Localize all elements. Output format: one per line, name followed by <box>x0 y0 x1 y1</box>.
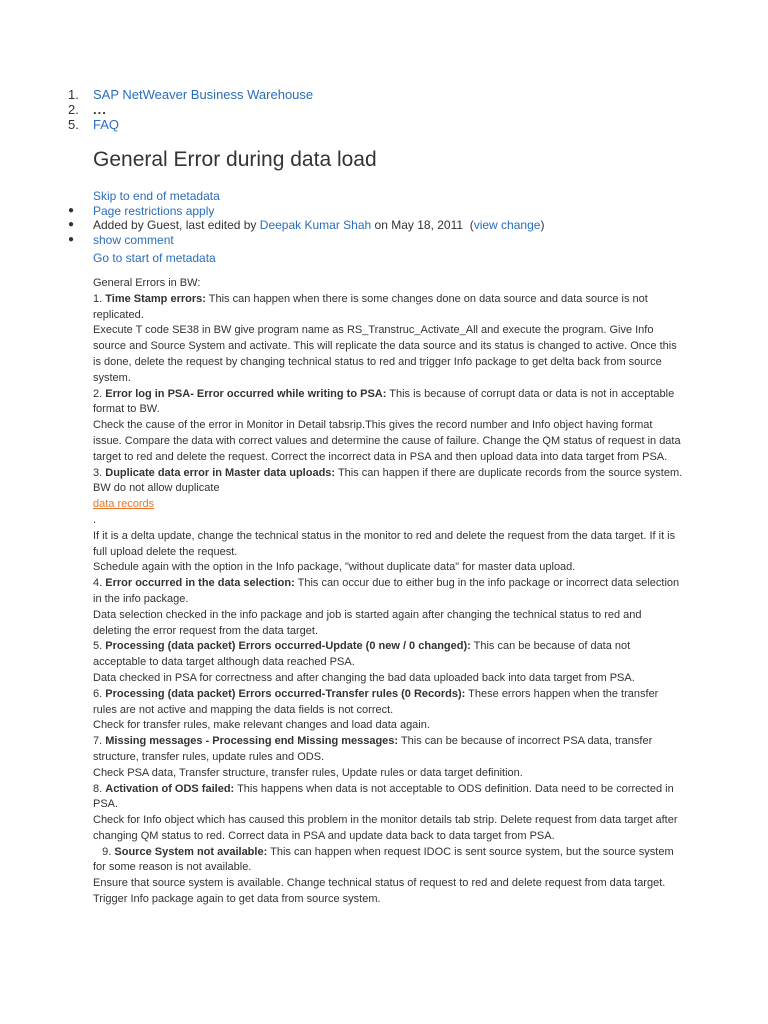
error-9-fix-2: Trigger Info package again to get data from source system. <box>93 893 381 906</box>
breadcrumb-item-sap-netweaver <box>68 87 313 102</box>
list-number: 5. <box>68 117 79 132</box>
error-6-fix: Check for transfer rules, make relevant changes and load data again. <box>93 719 430 732</box>
error-7-fix: Check PSA data, Transfer structure, transfer rules, Update rules or data target definition. <box>93 766 523 779</box>
show-comment-link[interactable]: show comment <box>93 232 174 247</box>
paren-open: ( <box>469 218 474 232</box>
error-5-title: Processing (data packet) Errors occurred-Update (0 new / 0 changed): <box>105 640 471 653</box>
error-2: 2. Error log in PSA- Error occurred while writing to PSA: This is because of corrupt data or data is not in acceptable format to BW. <box>93 387 675 416</box>
error-3-dot: . <box>93 513 97 526</box>
error-8-fix: Check for Info object which has caused this problem in the monitor details tab strip. Delete request from data target after changing QM status to red. Correct data in PSA and update data back to data target from PSA. <box>93 814 678 842</box>
breadcrumb-item-ellipsis <box>68 102 313 117</box>
metadata-author-row <box>68 218 688 233</box>
error-8: 8. Activation of ODS failed: This happens when data is not acceptable to ODS definition. Data need to be corrected in PSA. <box>93 782 674 811</box>
page-restrictions-link[interactable]: Page restrictions apply <box>93 203 215 218</box>
error-1: 1. Time Stamp errors: This can happen when there is some changes done on data source and data source is not replicated. <box>93 292 648 321</box>
error-7-title: Missing messages - Processing end Missing messages: <box>105 735 399 748</box>
error-6: 6. Processing (data packet) Errors occurred-Transfer rules (0 Records): These errors happen when the transfer rules are not active and mapping the data fields is not correct. <box>93 687 659 716</box>
editor-link[interactable]: Deepak Kumar Shah <box>259 218 372 232</box>
error-3-fix-2: Schedule again with the option in the Info package, "without duplicate data" for master data upload. <box>93 561 576 574</box>
error-3: 3. Duplicate data error in Master data uploads: This can happen if there are duplicate records from the source system. BW do not allow duplicate <box>93 466 683 495</box>
metadata-comment-row <box>68 233 688 248</box>
error-7: 7. Missing messages - Processing end Missing messages: This can be because of incorrect PSA data, transfer structure, transfer rules, update rules and ODS. <box>93 735 653 763</box>
error-4-title: Error occurred in the data selection: <box>105 577 295 590</box>
metadata-restrictions-row <box>68 204 688 219</box>
error-9: 9. Source System not available: This can happen when request IDOC is sent source system, but the source system for some reason is not available. <box>93 845 674 874</box>
error-1-fix: Execute T code SE38 in BW give program name as RS_Transtruc_Activate_All and execute the program. Give Info source and Source System and activate. This will replicate the data source and its status is changed to active. Once this is done, delete the request by changing technical status to red and trigger Info package to get delta back from source system. <box>93 324 677 384</box>
breadcrumb-ellipsis[interactable]: ... <box>93 102 107 117</box>
error-6-title: Processing (data packet) Errors occurred-Transfer rules (0 Records): <box>105 687 466 700</box>
bullet-icon: ● <box>68 219 75 230</box>
go-to-start-link[interactable]: Go to start of metadata <box>93 251 216 265</box>
error-1-title: Time Stamp errors: <box>105 292 206 305</box>
page-title: General Error during data load <box>93 148 377 171</box>
article-intro: General Errors in BW: <box>93 277 201 289</box>
metadata-skip-row <box>68 189 688 204</box>
data-records-link[interactable]: data records <box>93 498 155 511</box>
error-2-title: Error log in PSA- Error occurred while writing to PSA: <box>105 387 387 400</box>
breadcrumb-link-sap-netweaver[interactable]: SAP NetWeaver Business Warehouse <box>93 87 314 102</box>
error-3-title: Duplicate data error in Master data uploads: <box>105 466 336 479</box>
error-3-fix-1: If it is a delta update, change the technical status in the monitor to red and delete the request from the data target. If it is full upload delete the request. <box>93 529 676 558</box>
error-5: 5. Processing (data packet) Errors occurred-Update (0 new / 0 changed): This can be because of data not acceptable to data target although data reached PSA. <box>93 640 631 669</box>
list-number: 1. <box>68 87 79 102</box>
breadcrumb <box>68 87 313 132</box>
error-9-title: Source System not available: <box>114 845 268 858</box>
error-8-title: Activation of ODS failed: <box>105 782 235 795</box>
bullet-icon: ● <box>68 233 75 245</box>
skip-to-end-link[interactable]: Skip to end of metadata <box>93 189 220 203</box>
bullet-icon: ● <box>68 204 75 216</box>
breadcrumb-item-faq <box>68 117 313 132</box>
breadcrumb-link-faq[interactable]: FAQ <box>93 117 120 132</box>
error-2-fix: Check the cause of the error in Monitor in Detail tabsrip.This gives the record number and Info object having format issue. Compare the data with correct values and determine the cause of failure. Change the QM status of request in data target to red and delete the request. Correct the incorrect data in PSA and then upload data into data target from PSA. <box>93 419 681 463</box>
page-metadata <box>68 189 688 266</box>
error-4: 4. Error occurred in the data selection: This can occur due to either bug in the info package or incorrect data selection in the info package. <box>93 577 680 605</box>
list-number: 2. <box>68 102 79 117</box>
view-change-link[interactable]: view change <box>473 218 541 232</box>
error-4-fix: Data selection checked in the info package and job is started again after changing the technical status to red and deleting the error request from the data target. <box>93 608 642 637</box>
error-9-fix-1: Ensure that source system is available. Change technical status of request to red and delete request from data target. <box>93 877 666 890</box>
article-body <box>93 276 683 908</box>
added-by-text: Added by Guest, last edited by <box>93 218 257 232</box>
metadata-go-start-row <box>68 251 688 266</box>
edit-date: on May 18, 2011 <box>374 218 464 232</box>
error-5-fix: Data checked in PSA for correctness and after changing the bad data uploaded back into data target from PSA. <box>93 671 635 684</box>
paren-close: ) <box>540 218 545 232</box>
